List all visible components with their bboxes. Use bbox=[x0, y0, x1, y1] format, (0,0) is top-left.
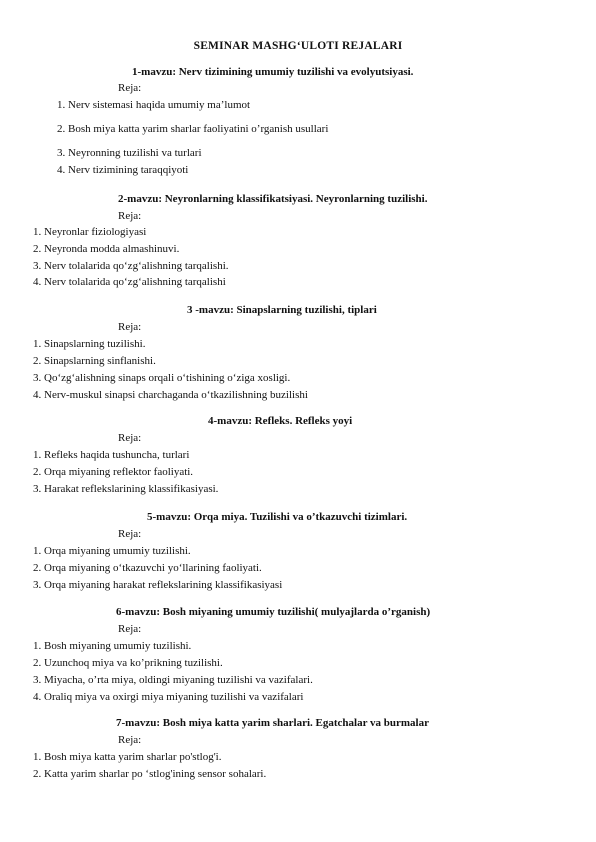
topic-title: 4-mavzu: Refleks. Refleks yoyi bbox=[208, 415, 353, 427]
plan-item: 1. Sinapslarning tuzilishi. bbox=[33, 338, 146, 350]
plan-item: 1. Bosh miya katta yarim sharlar po'stlog'i. bbox=[33, 751, 222, 763]
topic-title: 7-mavzu: Bosh miya katta yarim sharlari. Egatchalar va burmalar bbox=[116, 717, 429, 729]
plan-item: 4. Nerv tolalarida qo‘zg‘alishning tarqalishi bbox=[33, 276, 226, 288]
topic-title: 3 -mavzu: Sinapslarning tuzilishi, tiplari bbox=[187, 304, 377, 316]
plan-item: 1. Neyronlar fiziologiyasi bbox=[33, 226, 147, 238]
plan-label: Reja: bbox=[118, 734, 142, 746]
plan-item: 2. Katta yarim sharlar po ‘stlog'ining sensor sohalari. bbox=[33, 768, 267, 780]
plan-item: 2. Orqa miyaning o‘tkazuvchi yo‘llarining faoliyati. bbox=[33, 562, 262, 574]
plan-item: 4. Nerv tizimining taraqqiyoti bbox=[57, 164, 189, 176]
plan-label: Reja: bbox=[118, 432, 142, 444]
plan-label: Reja: bbox=[118, 321, 142, 333]
plan-item: 2. Sinapslarning sinflanishi. bbox=[33, 355, 156, 367]
plan-label: Reja: bbox=[118, 528, 142, 540]
plan-item: 1. Orqa miyaning umumiy tuzilishi. bbox=[33, 545, 191, 557]
plan-item: 3. Nerv tolalarida qo‘zg‘alishning tarqalishi. bbox=[33, 260, 229, 272]
plan-item: 1. Bosh miyaning umumiy tuzilishi. bbox=[33, 640, 192, 652]
plan-item: 1. Refleks haqida tushuncha, turlari bbox=[33, 449, 190, 461]
plan-label: Reja: bbox=[118, 210, 142, 222]
topic-title: 6-mavzu: Bosh miyaning umumiy tuzilishi( mulyajlarda o’rganish) bbox=[116, 606, 431, 618]
topic-title: 5-mavzu: Orqa miya. Tuzilishi va o’tkazuvchi tizimlari. bbox=[147, 511, 408, 523]
plan-item: 3. Neyronning tuzilishi va turlari bbox=[57, 147, 202, 159]
topic-title: 1-mavzu: Nerv tizimining umumiy tuzilishi va evolyutsiyasi. bbox=[132, 66, 414, 78]
plan-item: 3. Miyacha, o’rta miya, oldingi miyaning tuzilishi va vazifalari. bbox=[33, 674, 313, 686]
plan-item: 2. Orqa miyaning reflektor faoliyati. bbox=[33, 466, 194, 478]
plan-item: 3. Orqa miyaning harakat reflekslarining klassifikasiyasi bbox=[33, 579, 283, 591]
plan-item: 2. Neyronda modda almashinuvi. bbox=[33, 243, 180, 255]
plan-label: Reja: bbox=[118, 82, 142, 94]
topic-title: 2-mavzu: Neyronlarning klassifikatsiyasi. Neyronlarning tuzilishi. bbox=[118, 193, 428, 205]
plan-item: 2. Bosh miya katta yarim sharlar faoliyatini o’rganish usullari bbox=[57, 123, 329, 135]
plan-item: 3. Qo‘zg‘alishning sinaps orqali o‘tishining o‘ziga xosligi. bbox=[33, 372, 291, 384]
plan-item: 4. Oraliq miya va oxirgi miya miyaning tuzilishi va vazifalari bbox=[33, 691, 304, 703]
plan-item: 3. Harakat reflekslarining klassifikasiyasi. bbox=[33, 483, 219, 495]
plan-item: 1. Nerv sistemasi haqida umumiy ma’lumot bbox=[57, 99, 251, 111]
plan-item: 2. Uzunchoq miya va ko’prikning tuzilishi. bbox=[33, 657, 223, 669]
document-title: SEMINAR MASHG‘ULOTI REJALARI bbox=[193, 40, 403, 52]
plan-item: 4. Nerv-muskul sinapsi charchaganda o‘tkazilishning buzilishi bbox=[33, 389, 308, 401]
plan-label: Reja: bbox=[118, 623, 142, 635]
